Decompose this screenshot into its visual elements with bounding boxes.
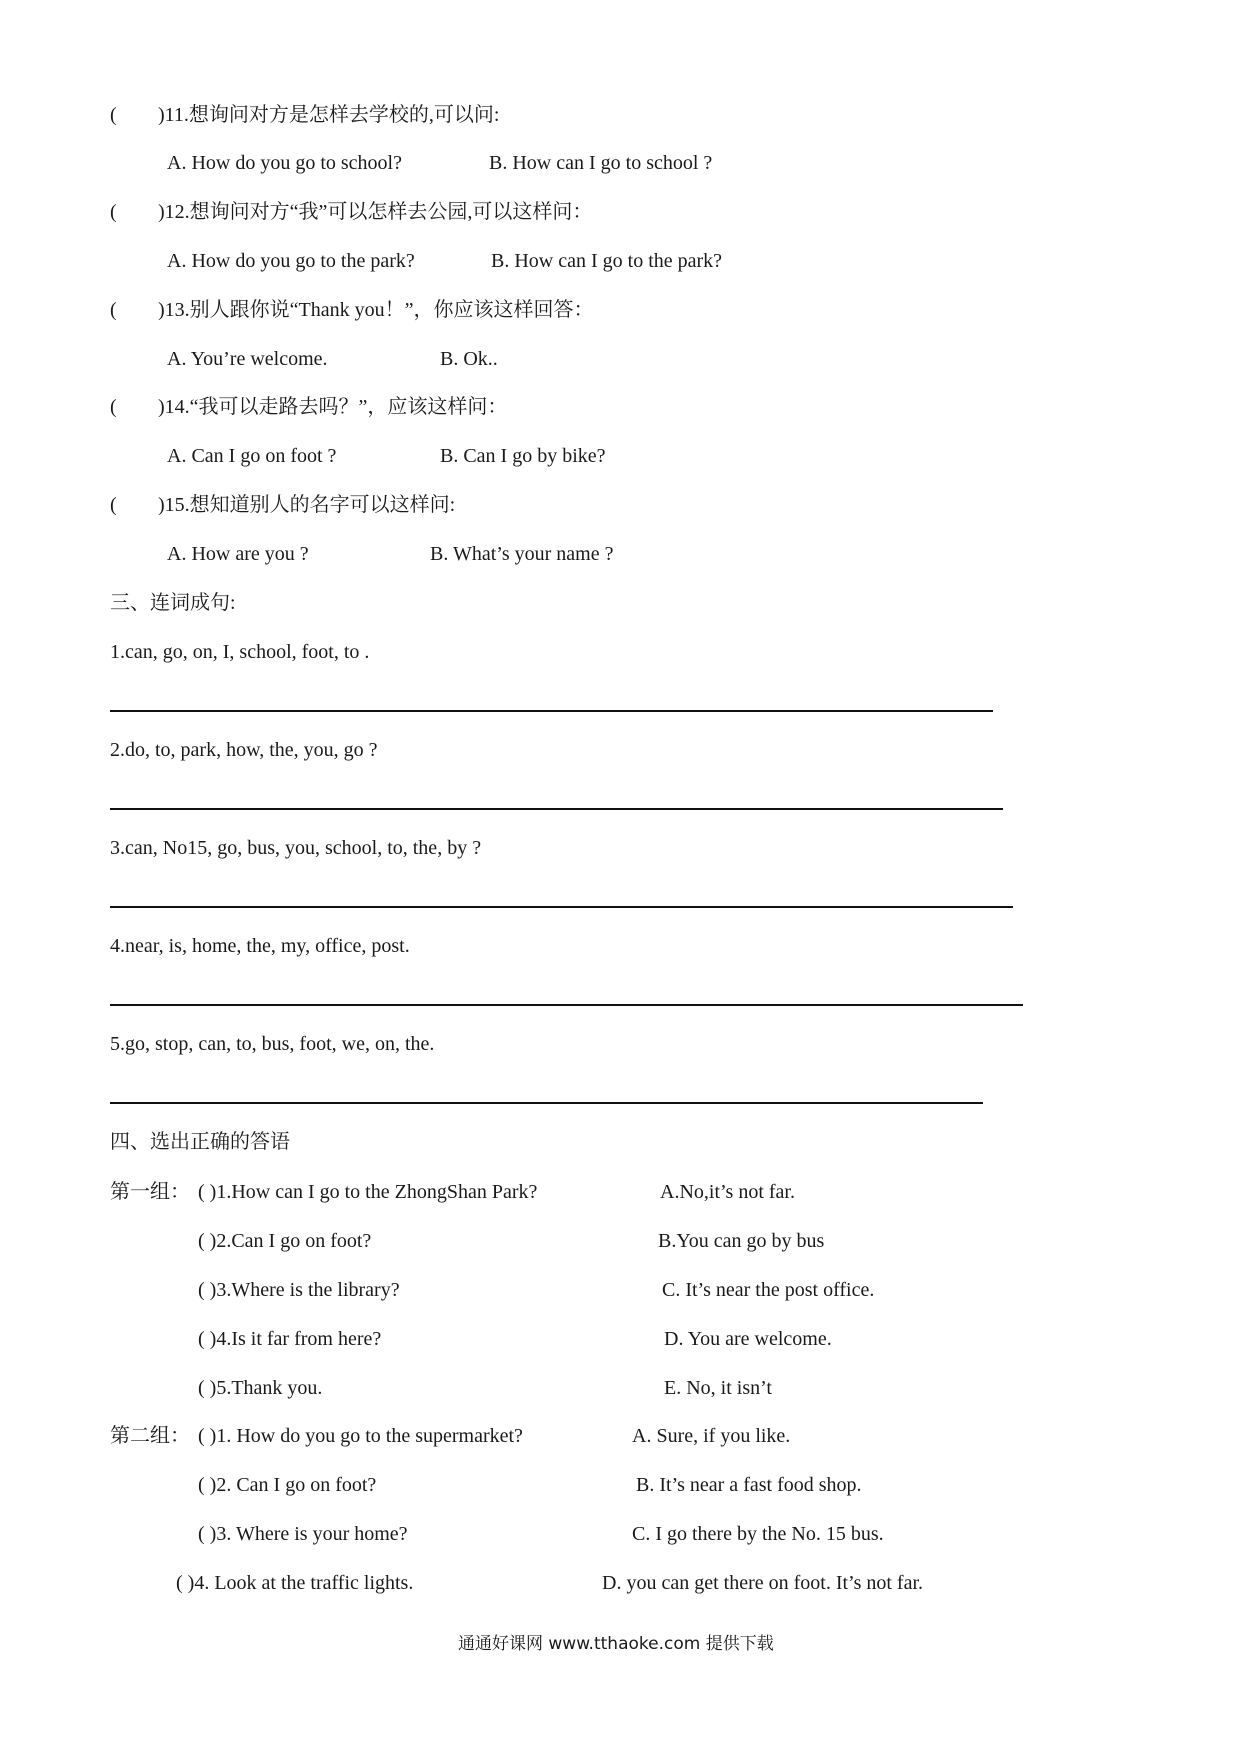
group-label: 第一组：: [110, 1181, 190, 1203]
option-b: B. How can I go to the park?: [491, 250, 723, 272]
question-stem: )15.想知道别人的名字可以这样问:: [158, 494, 456, 516]
match-answer: A.No,it’s not far.: [660, 1181, 795, 1203]
match-answer: C. I go there by the No. 15 bus.: [632, 1523, 884, 1545]
answer-paren: (: [110, 396, 117, 418]
match-answer: E. No, it isn’t: [664, 1377, 772, 1399]
match-question: ( )1.How can I go to the ZhongShan Park?: [198, 1181, 538, 1203]
match-answer: D. you can get there on foot. It’s not far.: [602, 1572, 924, 1594]
match-question: ( )1. How do you go to the supermarket?: [198, 1425, 523, 1447]
match-question: ( )4. Look at the traffic lights.: [176, 1572, 414, 1594]
answer-paren: (: [110, 201, 117, 223]
reorder-item: 5.go, stop, can, to, bus, foot, we, on, the.: [110, 1033, 435, 1055]
match-question: ( )5.Thank you.: [198, 1377, 323, 1399]
reorder-item: 4.near, is, home, the, my, office, post.: [110, 935, 410, 957]
reorder-item: 3.can, No15, go, bus, you, school, to, the, by ?: [110, 837, 482, 859]
question-stem: )11.想询问对方是怎样去学校的,可以问:: [158, 104, 500, 126]
match-question: ( )3. Where is your home?: [198, 1523, 408, 1545]
option-b: B. Ok..: [440, 348, 498, 370]
option-b: B. How can I go to school ?: [489, 152, 713, 174]
answer-line[interactable]: [110, 906, 1013, 908]
match-question: ( )3.Where is the library?: [198, 1279, 400, 1301]
option-b: B. Can I go by bike?: [440, 445, 606, 467]
answer-line[interactable]: [110, 1004, 1023, 1006]
section-title: 三、连词成句:: [110, 592, 236, 614]
answer-line[interactable]: [110, 1102, 983, 1104]
option-a: A. How are you ?: [167, 543, 309, 565]
answer-line[interactable]: [110, 808, 1003, 810]
match-question: ( )4.Is it far from here?: [198, 1328, 382, 1350]
option-a: A. How do you go to the park?: [167, 250, 415, 272]
question-stem: )12.想询问对方“我”可以怎样去公园,可以这样问：: [158, 201, 593, 223]
reorder-item: 1.can, go, on, I, school, foot, to .: [110, 641, 370, 663]
answer-line[interactable]: [110, 710, 993, 712]
question-stem: )13.别人跟你说“Thank you！”，你应该这样回答：: [158, 299, 594, 321]
match-answer: B. It’s near a fast food shop.: [636, 1474, 862, 1496]
answer-paren: (: [110, 299, 117, 321]
question-stem: )14.“我可以走路去吗？”，应该这样问：: [158, 396, 508, 418]
match-answer: B.You can go by bus: [658, 1230, 825, 1252]
match-question: ( )2. Can I go on foot?: [198, 1474, 377, 1496]
group-label: 第二组：: [110, 1425, 190, 1447]
reorder-item: 2.do, to, park, how, the, you, go ?: [110, 739, 378, 761]
match-answer: D. You are welcome.: [664, 1328, 832, 1350]
option-a: A. Can I go on foot ?: [167, 445, 337, 467]
match-question: ( )2.Can I go on foot?: [198, 1230, 372, 1252]
section-title: 四、选出正确的答语: [110, 1131, 290, 1153]
match-answer: C. It’s near the post office.: [662, 1279, 875, 1301]
footer-text: 通通好课网 www.tthaoke.com 提供下载: [458, 1634, 774, 1654]
match-answer: A. Sure, if you like.: [632, 1425, 791, 1447]
answer-paren: (: [110, 494, 117, 516]
option-b: B. What’s your name ?: [430, 543, 614, 565]
answer-paren: (: [110, 104, 117, 126]
option-a: A. How do you go to school?: [167, 152, 402, 174]
option-a: A. You’re welcome.: [167, 348, 328, 370]
